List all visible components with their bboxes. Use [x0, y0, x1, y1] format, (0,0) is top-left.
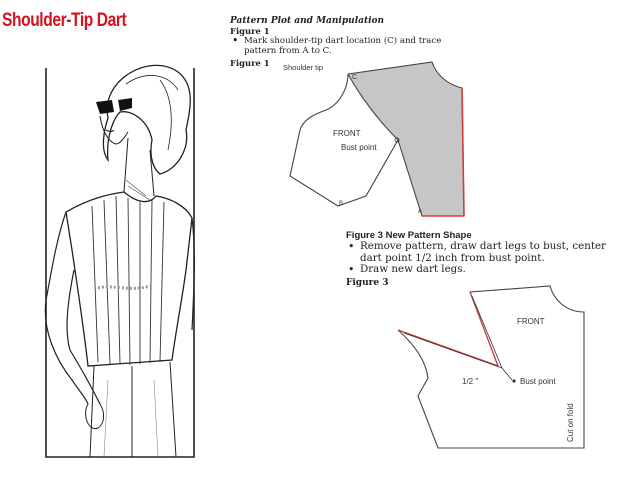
bullet-line-1: Remove pattern, draw dart legs to bust, center [360, 240, 606, 252]
label-half-inch: 1/2 " [462, 377, 479, 386]
figure-1-caption: Figure 1 [230, 58, 270, 68]
label-front: FRONT [517, 317, 545, 326]
figure-3-heading: Figure 3 New Pattern Shape [346, 230, 472, 241]
instructions-heading: Pattern Plot and Manipulation [230, 16, 385, 26]
label-front: FRONT [333, 129, 361, 138]
bust-point-marker [512, 379, 515, 382]
label-b: B [339, 201, 344, 207]
label-cut-on-fold: Cut on fold [566, 403, 575, 442]
bullet-line-2: dart point 1/2 inch from bust point. [360, 251, 545, 264]
bullet-line-1: Mark shoulder-tip dart location (C) and trace [244, 36, 442, 46]
bullet-line-2: pattern from A to C. [244, 46, 332, 56]
label-shoulder-tip: Shoulder tip [283, 63, 324, 72]
figure-1-label: Figure 1 [230, 26, 270, 36]
label-a: A [418, 209, 423, 215]
dart-leg-1 [398, 330, 498, 366]
figure-3-caption: Figure 3 [346, 277, 389, 288]
dart-leg-2 [470, 292, 498, 366]
label-bust-point: Bust point [341, 143, 377, 152]
bullet-line-1: Draw new dart legs. [360, 263, 466, 275]
label-bust-point: Bust point [520, 377, 556, 386]
new-pattern-outline [398, 286, 584, 448]
label-c: C [352, 74, 358, 81]
slide-title: Shoulder-Tip Dart [2, 10, 127, 31]
